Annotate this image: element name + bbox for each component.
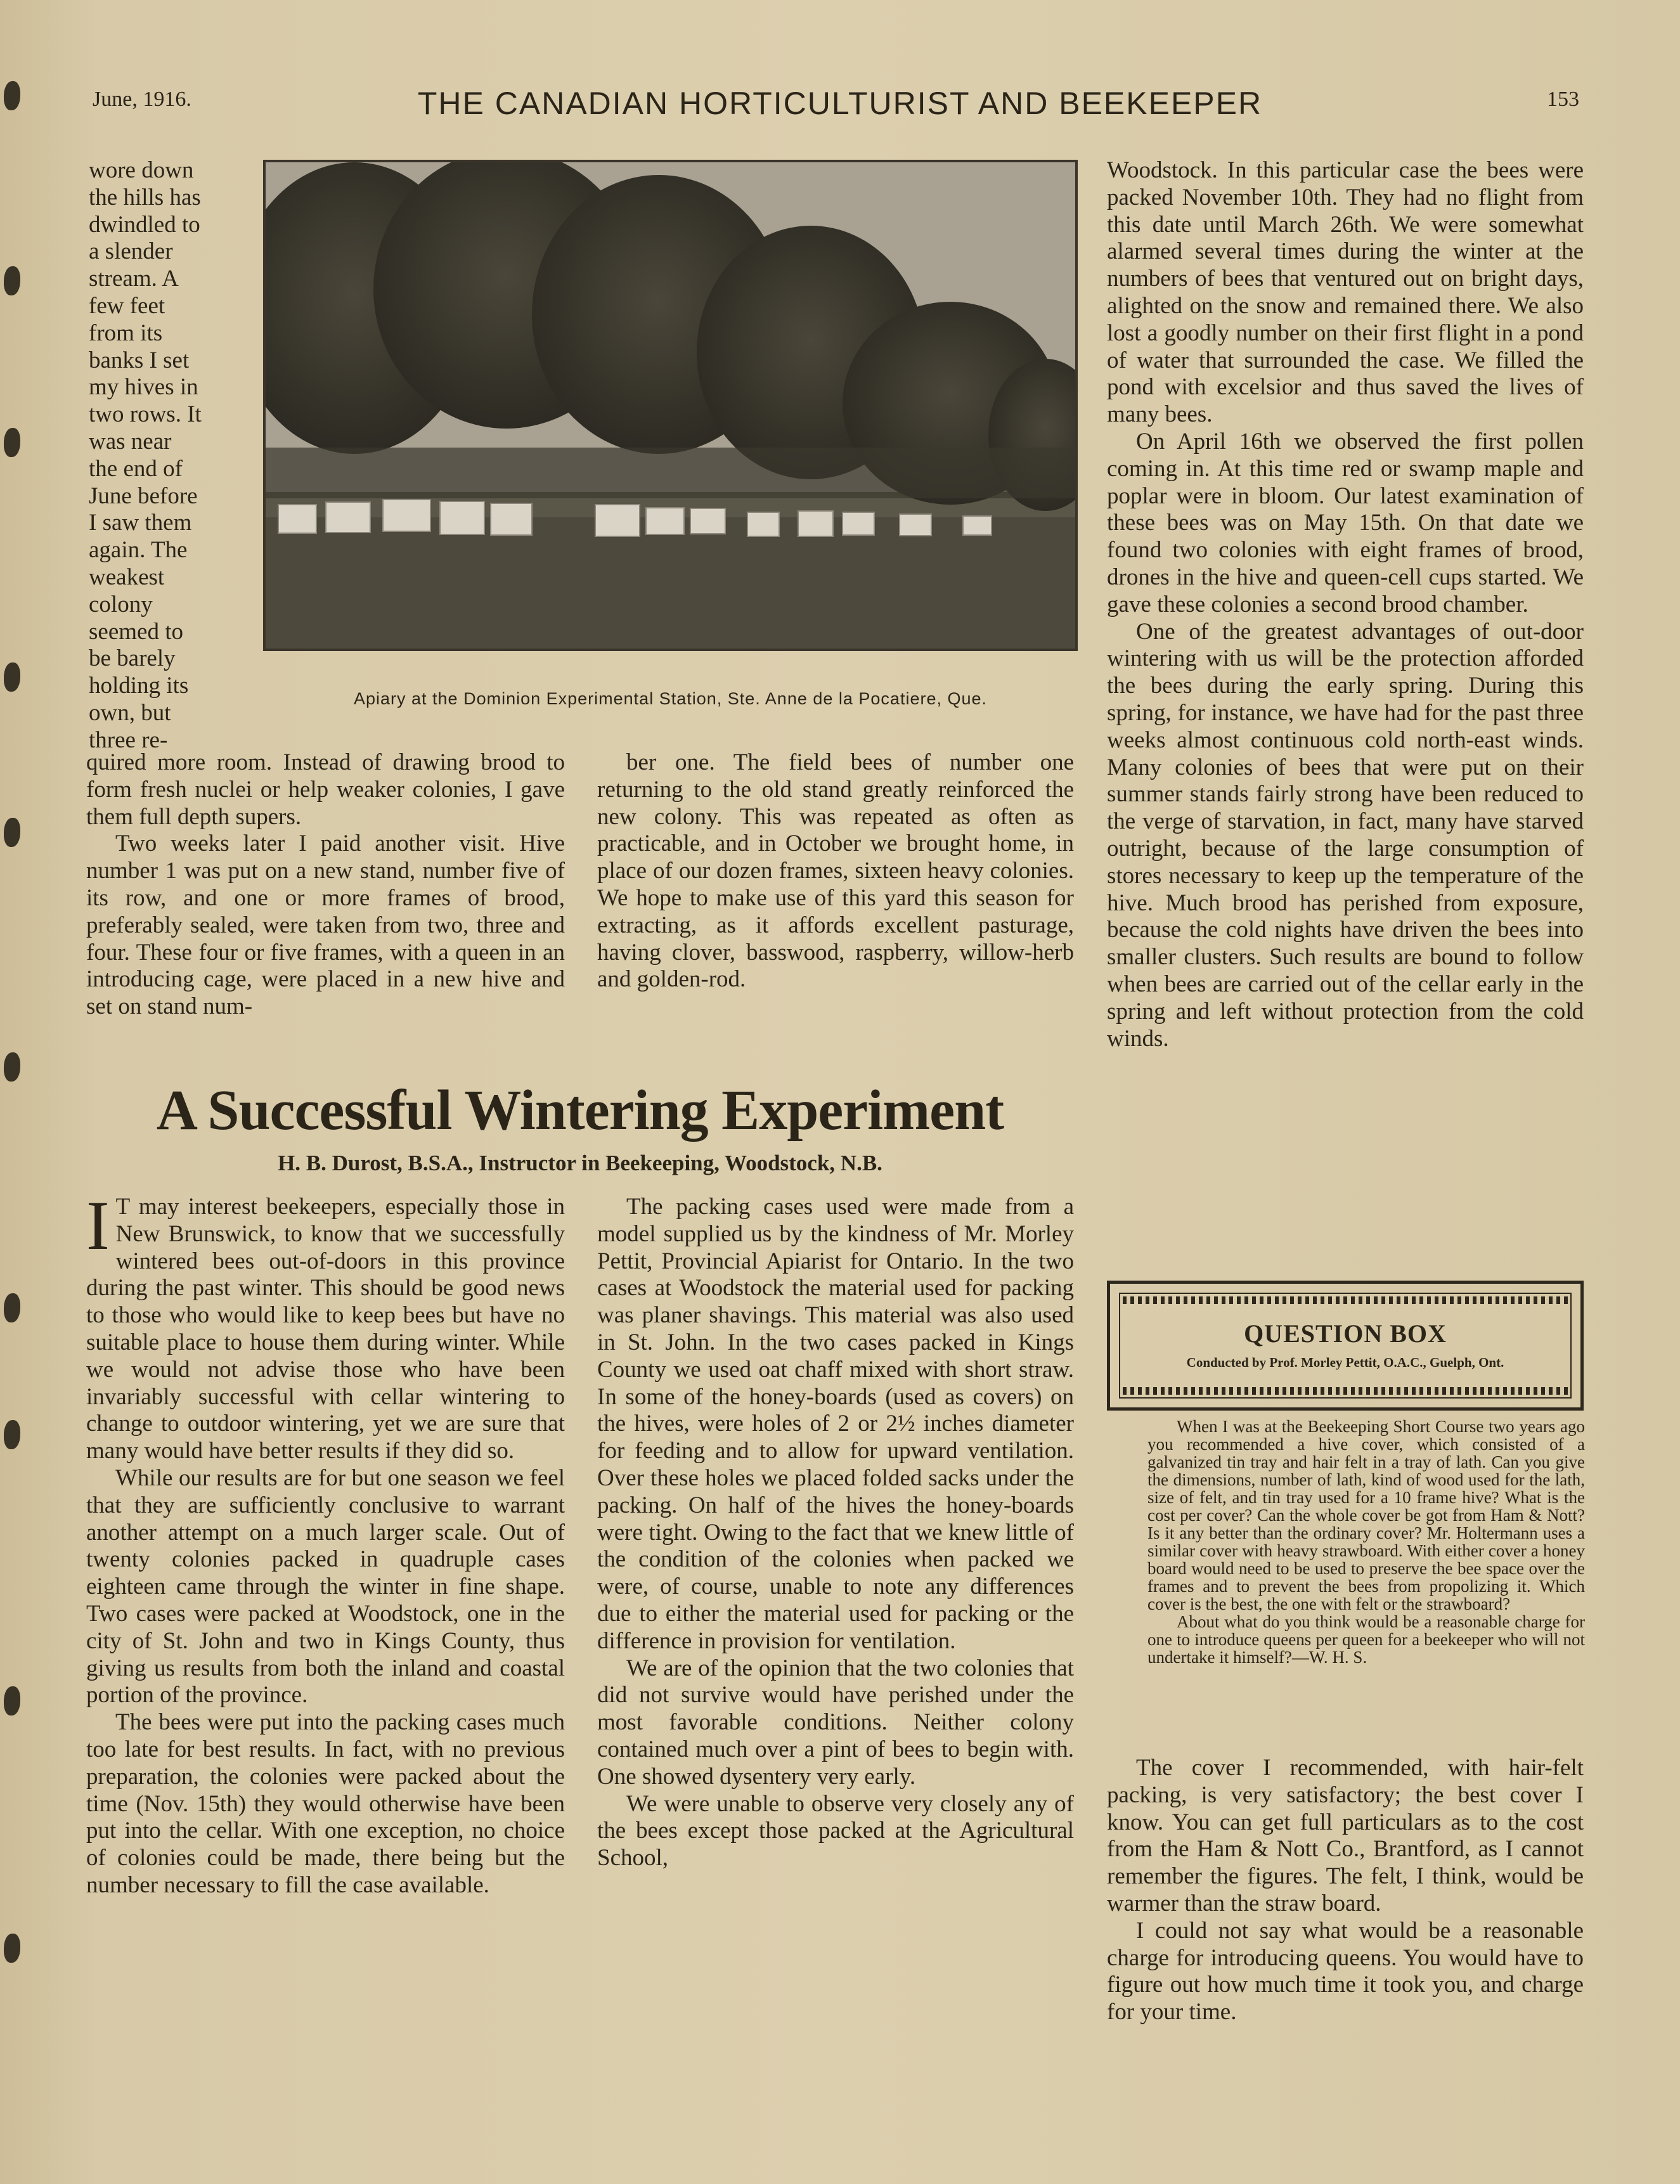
punch-hole <box>4 1293 20 1322</box>
punch-hole <box>4 662 20 692</box>
narrow-line: few feet <box>89 292 165 319</box>
paragraph: We were unable to observe very closely any of the bees except those packed at the Agricultural School, <box>597 1790 1074 1871</box>
answer-paragraph: The cover I recommended, with hair-felt packing, is very satisfactory; the best cover I know. You can get full particulars as to the cost from the Ham & Nott Co., Brantford, as I cannot remember the figures. The felt, I think, would be warmer than the straw board. <box>1107 1755 1584 1916</box>
narrow-line: I saw them <box>89 510 192 536</box>
narrow-line: seemed to <box>89 618 183 645</box>
decorative-border <box>1123 1387 1568 1395</box>
narrow-line: June before <box>89 482 198 509</box>
paragraph: quired more room. Instead of drawing brood to form fresh nuclei or help weaker colonies, I gave them full depth supers. <box>86 749 565 830</box>
narrow-line: the end of <box>89 455 183 482</box>
paragraph: T may interest beekeepers, especially those in New Brunswick, to know that we successfully wintered bees out-of-doors in this province during the past winter. This should be good news to those who would like to keep bees but have no suitable place to house them during winter. While we would not advise those who have been invariably successful with cellar wintering to change to outdoor wintering, yet we are sure that many would have better results if they did so. <box>86 1194 565 1464</box>
question-box-subtitle: Conducted by Prof. Morley Pettit, O.A.C., Guelph, Ont. <box>1186 1355 1504 1370</box>
punch-hole <box>4 266 20 295</box>
narrow-line: be barely <box>89 645 176 672</box>
narrow-line: a slender <box>89 238 173 265</box>
paragraph: The bees were put into the packing cases much too late for best results. In fact, with no previous preparation, the colonies were packed about the time (Nov. 15th) they would otherwise have been put into the cellar. With one exception, no choice of colonies could be made, there being but the number necessary to fill the case available. <box>86 1709 565 1898</box>
question-text <box>1147 1418 1585 1666</box>
answer-text <box>1107 1755 1584 2026</box>
article-col2 <box>597 1194 1074 1872</box>
punch-hole <box>4 428 20 457</box>
issue-date: June, 1916. <box>93 87 191 111</box>
decorative-border <box>1123 1296 1568 1304</box>
punch-hole <box>4 818 20 847</box>
question-box-title: QUESTION BOX <box>1244 1319 1447 1348</box>
paragraph: Two weeks later I paid another visit. Hive number 1 was put on a new stand, number five of its row, and one or more frames of brood, preferably sealed, were taken from two, three and four. These four or five frames, with a queen in an introducing cage, were placed in a new hive and set on stand num- <box>86 830 565 1020</box>
narrow-line: colony <box>89 591 153 617</box>
prev-article-col2 <box>597 749 1074 993</box>
answer-paragraph: I could not say what would be a reasonable charge for introducing queens. You would have to figure out how much time it took you, and charge for your time. <box>1107 1917 1584 2026</box>
drop-cap: I <box>86 1187 110 1264</box>
narrow-line: again. The <box>89 537 188 564</box>
narrow-text-column <box>89 157 236 754</box>
article-title: A Successful Wintering Experiment <box>156 1079 1004 1142</box>
question-box-header <box>1107 1281 1584 1411</box>
paragraph: ber one. The field bees of number one returning to the old stand greatly reinforced the new colony. This was repeated as often as practicable, and in October we brought home, in place of our dozen frames, sixteen heavy colonies. We hope to make use of this yard this season for extracting, as it affords excellent pasturage, having clover, basswood, raspberry, willow-herb and golden-rod. <box>597 749 1074 993</box>
narrow-line: was near <box>89 428 172 455</box>
punch-hole <box>4 1686 20 1716</box>
question-paragraph: About what do you think would be a reasonable charge for one to introduce queens per queen for a beekeeper who will not undertake it himself?—W. H. S. <box>1147 1612 1585 1667</box>
narrow-line: wore down <box>89 157 194 183</box>
narrow-line: banks I set <box>89 347 190 373</box>
narrow-line: dwindled to <box>89 211 200 238</box>
magazine-title: THE CANADIAN HORTICULTURIST AND BEEKEEPER <box>417 86 1263 121</box>
question-paragraph: When I was at the Beekeeping Short Course two years ago you recommended a hive cover, which consisted of a galvanized tin tray and hair felt in a tray of lath. Can you give the dimensions, number of lath, kind of wood used for the lath, size of felt, and tin tray used for a 10 frame hive? What is the cost per cover? Can the whole cover be got from Ham & Nott? Is it any better than the ordinary cover? Mr. Holtermann uses a similar cover with heavy strawboard. With either cover a honey board would need to be used to preserve the bee space over the frames and to prevent the bees from propolizing it. Which cover is the best, the one with felt or the strawboard? <box>1147 1417 1585 1613</box>
paragraph: The packing cases used were made from a model supplied us by the kindness of Mr. Morley Pettit, Provincial Apiarist for Ontario. In the two cases at Woodstock the material used for packing was planer shavings. This material was also used in St. John. In the two cases packed in Kings County we used oat chaff mixed with short straw. In some of the honey-boards (used as covers) on the hives, were holes of 2 or 2½ inches diameter for feeding and to allow for upward ventilation. Over these holes we placed folded sacks under the packing. On half of the hives the honey-boards were tight. Owing to the fact that we knew little of the condition of the colonies when packed we were, of course, unable to note any differences due to either the material used for packing or the difference in provision for ventilation. <box>597 1194 1074 1654</box>
narrow-line: weakest <box>89 564 165 590</box>
punch-hole <box>4 1052 20 1082</box>
paragraph: One of the greatest advantages of out-door wintering with us will be the protection afforded the bees during the early spring. During this spring, for instance, we have had for the past three weeks almost continuous cold north-east winds. Many colonies of bees that were put on their summer stands fairly strong have been reduced to the verge of starvation, in fact, many have starved outright, because of the large consumption of stores necessary to keep up the temperature of the hive. Much brood has perished from exposure, because the cold nights have driven the bees into smaller clusters. Such results are bound to follow when bees are carried out of the cellar early in the spring and left without protection from the cold winds. <box>1107 618 1584 1052</box>
narrow-line: two rows. It <box>89 401 202 428</box>
narrow-line: the hills has <box>89 184 201 210</box>
apiary-photo-image <box>266 162 1075 649</box>
paragraph: We are of the opinion that the two colonies that did not survive would have perished under the most favorable conditions. Neither colony contained much over a pint of bees to begin with. One showed dysentery very early. <box>597 1655 1074 1790</box>
narrow-line: stream. A <box>89 266 179 292</box>
paragraph: Woodstock. In this particular case the bees were packed November 10th. They had no flight from this date until March 26th. We were somewhat alarmed several times during the winter at the numbers of bees that ventured out on bright days, alighted on the snow and remained there. We also lost a goodly number on their first flight in a pond of water that surrounded the case. We filled the pond with excelsior and thus saved the lives of many bees. <box>1107 157 1584 428</box>
photo-caption: Apiary at the Dominion Experimental Station, Ste. Anne de la Pocatiere, Que. <box>353 689 988 708</box>
paragraph: On April 16th we observed the first pollen coming in. At this time red or swamp maple and poplar were in bloom. Our latest examination of these bees was on May 15th. On that date we found two colonies with eight frames of brood, drones in the hive and queen-cell cups started. We gave these colonies a second brood chamber. <box>1107 428 1584 617</box>
narrow-line: own, but <box>89 699 171 726</box>
narrow-line: from its <box>89 320 163 346</box>
article-col3 <box>1107 157 1584 1052</box>
narrow-line: holding its <box>89 673 189 699</box>
punch-hole <box>4 1934 20 1963</box>
article-col1 <box>86 1187 565 1899</box>
narrow-line: three re- <box>89 727 168 753</box>
punch-hole <box>4 1420 20 1449</box>
apiary-photograph <box>263 160 1078 651</box>
page-number: 153 <box>1547 87 1579 111</box>
narrow-line: my hives in <box>89 374 198 401</box>
prev-article-col1 <box>86 749 565 1021</box>
paragraph: While our results are for but one season we feel that they are sufficiently conclusive to warrant another attempt on a much larger scale. Out of twenty colonies packed in quadruple cases eighteen came through the winter in fine shape. Two cases were packed at Woodstock, one in the city of St. John and two in Kings County, thus giving us results from both the inland and coastal portion of the province. <box>86 1464 565 1709</box>
punch-hole <box>4 81 20 110</box>
article-byline: H. B. Durost, B.S.A., Instructor in Beekeeping, Woodstock, N.B. <box>278 1151 882 1175</box>
